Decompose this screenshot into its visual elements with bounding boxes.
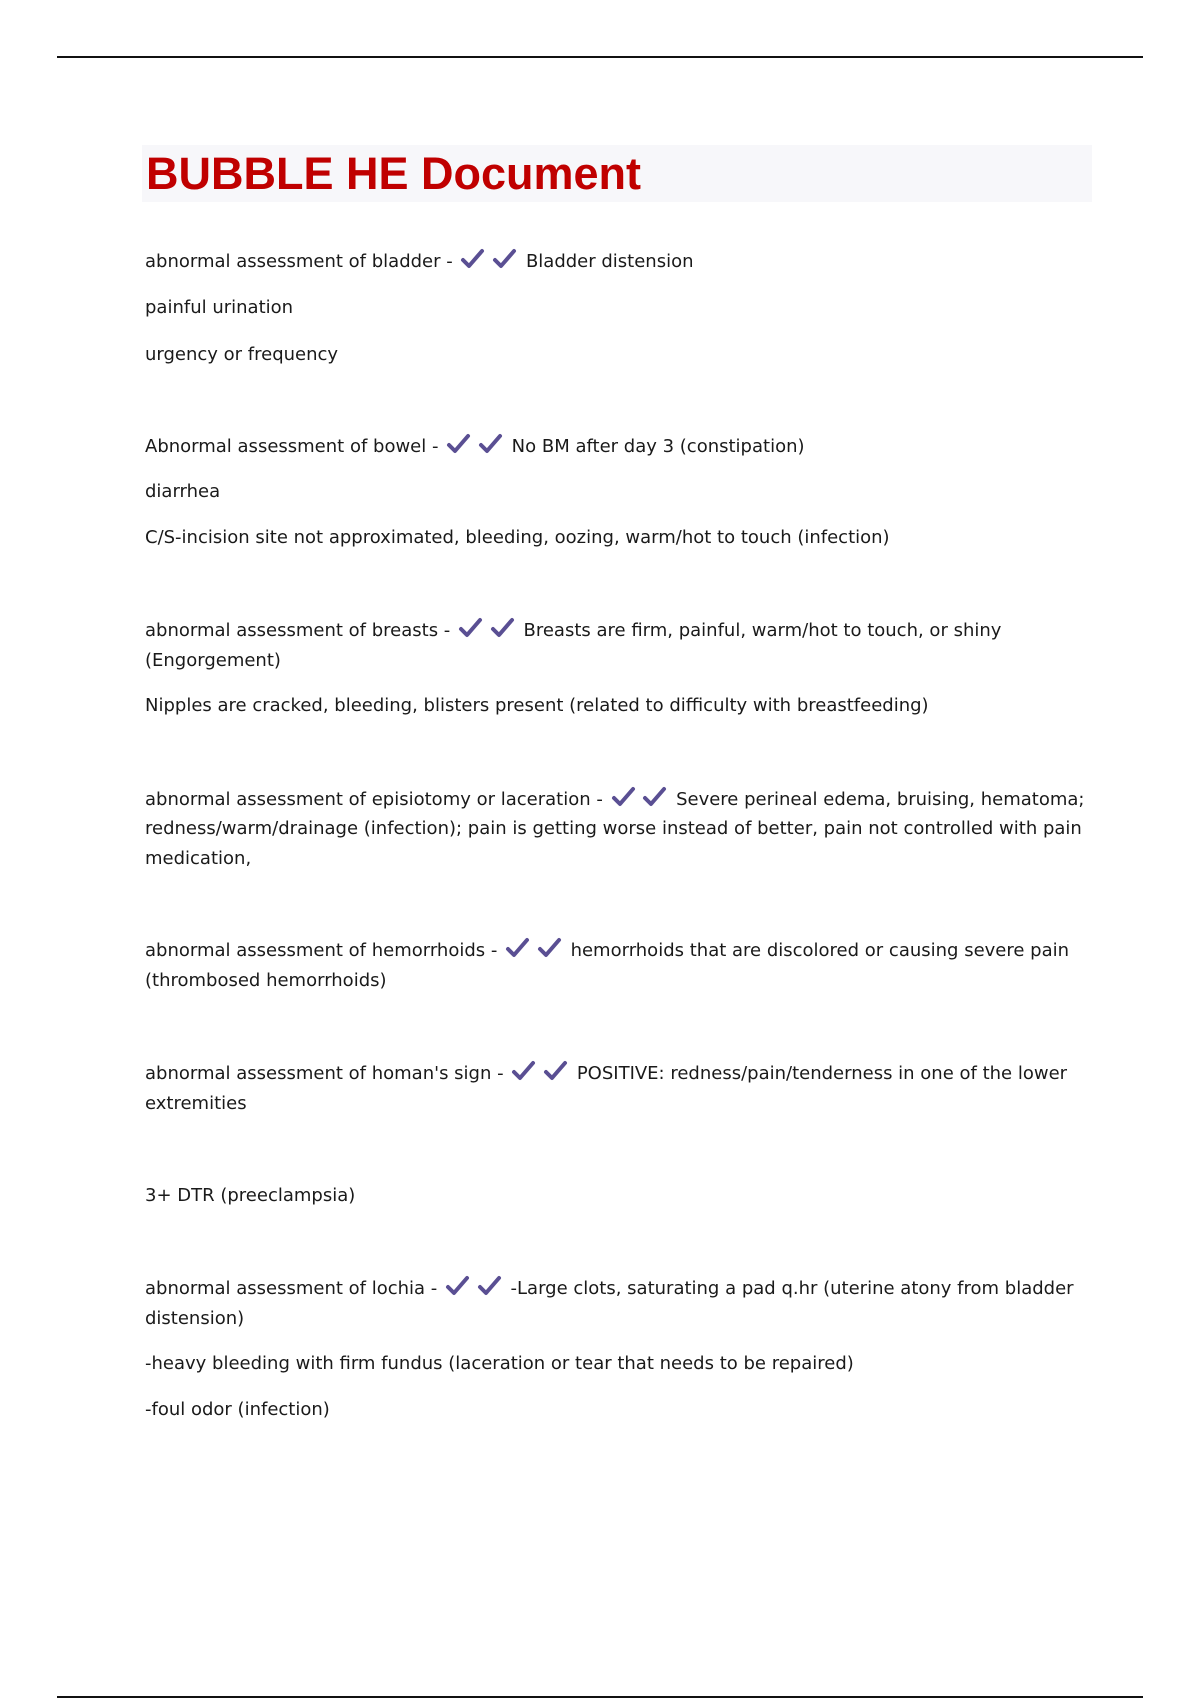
entry-answer: No BM after day 3 (constipation): [511, 436, 805, 457]
entry-line: (thrombosed hemorrhoids): [145, 970, 387, 991]
entry-term: abnormal assessment of breasts -: [145, 620, 451, 641]
entry-term: abnormal assessment of bladder -: [145, 251, 453, 272]
entry-line: Nipples are cracked, bleeding, blisters present (related to difficulty with breastfeeding): [145, 695, 929, 716]
entry-dtr: 3+ DTR (preeclampsia): [145, 1185, 356, 1206]
top-rule: [57, 56, 1143, 58]
entry-episiotomy: [145, 785, 1090, 815]
double-check-icon: [445, 1274, 503, 1304]
double-check-icon: [505, 936, 563, 966]
entry-lochia: [145, 1274, 1090, 1304]
entry-answer: Severe perineal edema, bruising, hematoma;: [676, 789, 1085, 810]
entry-hemorrhoids: [145, 936, 1090, 966]
entry-line: medication,: [145, 848, 252, 869]
double-check-icon: [611, 785, 669, 815]
entry-term: abnormal assessment of episiotomy or laceration -: [145, 789, 603, 810]
entry-line: (Engorgement): [145, 650, 281, 671]
entry-line: extremities: [145, 1093, 247, 1114]
double-check-icon: [458, 616, 516, 646]
entry-breasts: [145, 616, 1090, 646]
entry-term: abnormal assessment of lochia -: [145, 1278, 438, 1299]
entry-line: redness/warm/drainage (infection); pain is getting worse instead of better, pain not controlled with pain: [145, 818, 1082, 839]
bottom-rule: [57, 1696, 1143, 1698]
entry-line: C/S-incision site not approximated, bleeding, oozing, warm/hot to touch (infection): [145, 527, 890, 548]
entry-term: Abnormal assessment of bowel -: [145, 436, 439, 457]
entry-line: -heavy bleeding with firm fundus (laceration or tear that needs to be repaired): [145, 1353, 854, 1374]
entry-answer: POSITIVE: redness/pain/tenderness in one of the lower: [576, 1063, 1068, 1084]
entry-term: abnormal assessment of hemorrhoids -: [145, 940, 498, 961]
entry-line: -foul odor (infection): [145, 1399, 330, 1420]
document-title: BUBBLE HE Document: [146, 148, 642, 199]
entry-line: painful urination: [145, 297, 294, 318]
entry-line: urgency or frequency: [145, 344, 339, 365]
entry-line: diarrhea: [145, 481, 221, 502]
double-check-icon: [460, 247, 518, 277]
entry-answer: -Large clots, saturating a pad q.hr (uterine atony from bladder: [510, 1278, 1074, 1299]
entry-homans: [145, 1059, 1090, 1089]
entry-term: abnormal assessment of homan's sign -: [145, 1063, 504, 1084]
entry-bladder: [145, 247, 1090, 277]
entry-line: distension): [145, 1308, 245, 1329]
double-check-icon: [446, 432, 504, 462]
entry-bowel: [145, 432, 1090, 462]
entry-answer: Bladder distension: [525, 251, 694, 272]
double-check-icon: [511, 1059, 569, 1089]
entry-answer: hemorrhoids that are discolored or causing severe pain: [570, 940, 1070, 961]
entry-answer: Breasts are firm, painful, warm/hot to touch, or shiny: [523, 620, 1002, 641]
